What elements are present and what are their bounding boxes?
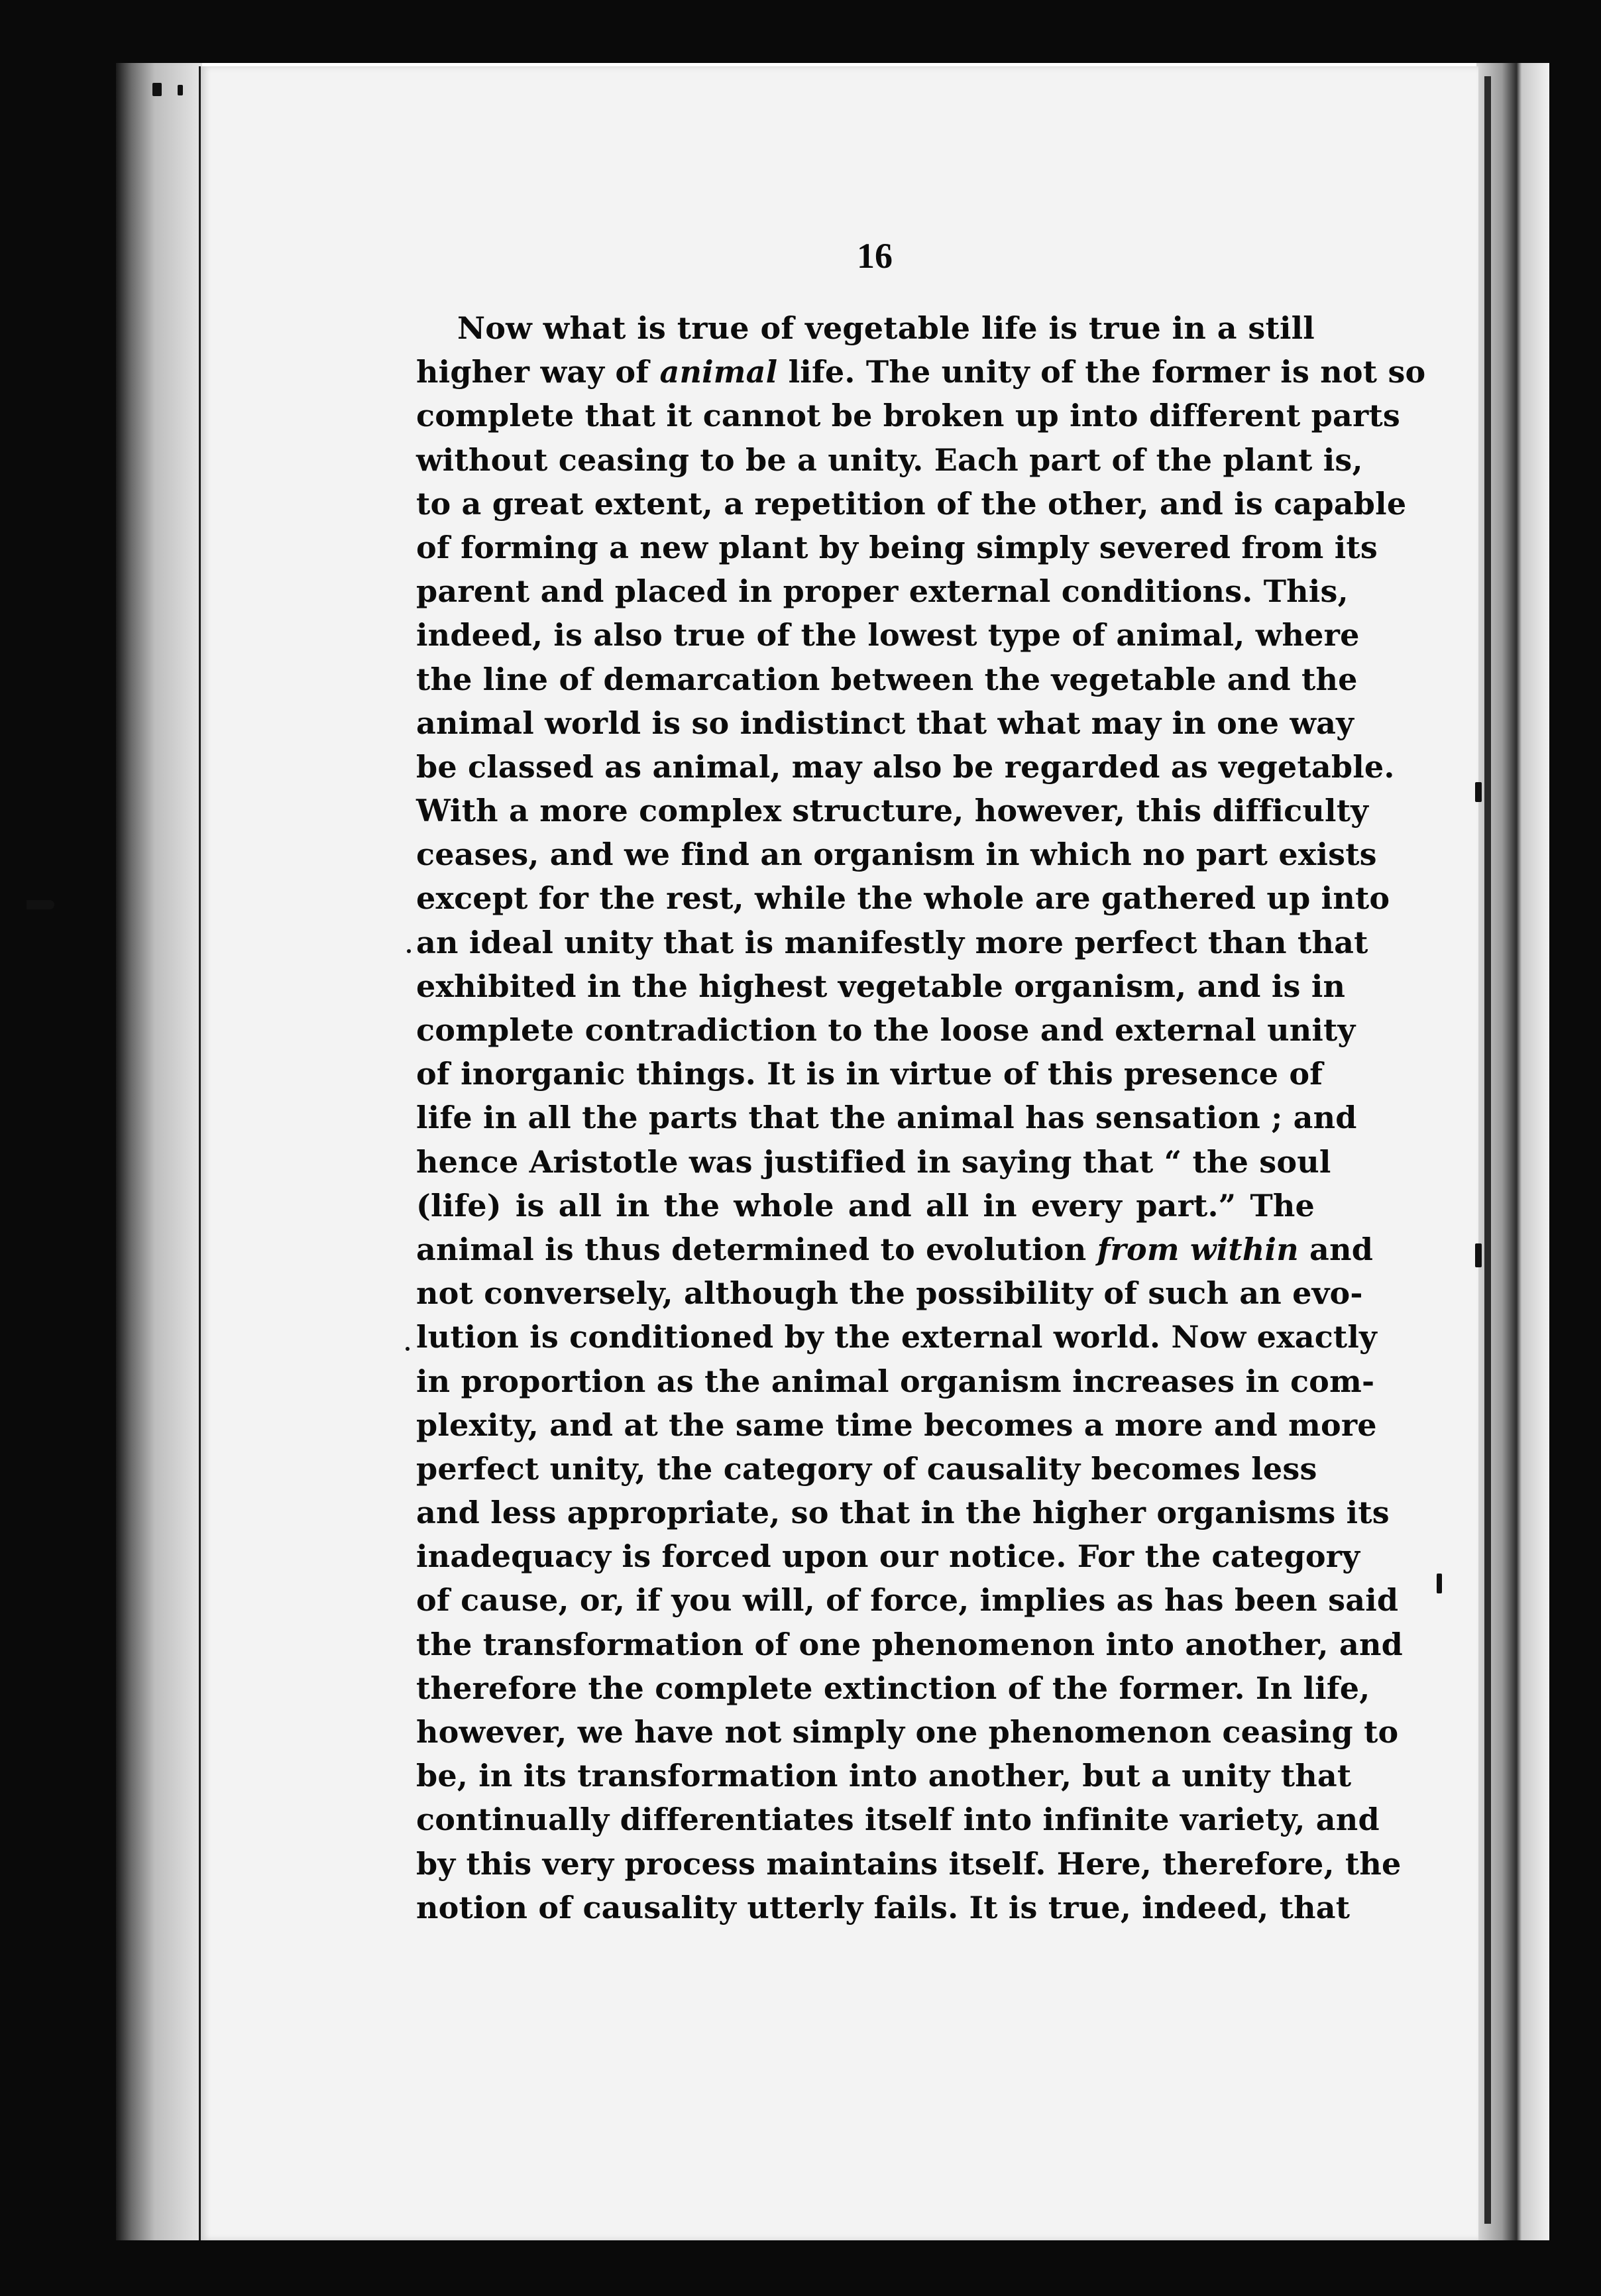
text-line [416,1008,1356,1052]
text-run: and [1298,1231,1374,1267]
text-run: hence Aristotle was justified in saying that “ the soul [416,1143,1331,1180]
text-run: lution is conditioned by the external world. Now exactly [416,1319,1377,1355]
book-page-edge-left [116,63,202,2240]
text-run: be, in its transformation into another, but a unity that [416,1758,1352,1794]
text-run: of forming a new plant by being simply severed from its [416,529,1378,565]
text-run: life. The unity of the former is not so [777,354,1426,390]
text-line [416,1491,1390,1534]
text-run: animal is thus determined to evolution [416,1231,1097,1267]
text-run: in proportion as the animal organism increases in com- [416,1363,1375,1399]
text-run: therefore the complete extinction of the former. In life, [416,1670,1370,1706]
text-run: exhibited in the highest vegetable organism, and is in [416,968,1346,1004]
text-line [416,394,1400,437]
text-line [416,1666,1370,1710]
body-text [416,306,1426,1929]
text-line [416,1096,1357,1139]
margin-mark [27,900,54,909]
text-run: inadequacy is forced upon our notice. For the category [416,1538,1360,1575]
text-line [416,1886,1351,1929]
text-run: to a great extent, a repetition of the other, and is capable [416,485,1407,522]
text-line [416,1140,1331,1184]
text-run: by this very process maintains itself. Here, therefore, the [416,1845,1402,1882]
text-run: Now what is true of vegetable life is true in a still [457,310,1315,346]
text-run: continually differentiates itself into infinite variety, and [416,1802,1380,1838]
scan-border-left [0,0,116,2296]
text-line [416,1754,1352,1798]
italic-text: from within [1097,1231,1299,1267]
text-run: With a more complex structure, however, this difficulty [416,793,1369,829]
text-run: (life) is all in the whole and all in every part.” The [416,1187,1315,1224]
margin-mark [178,85,183,95]
text-line [416,745,1395,789]
text-line [416,876,1390,920]
text-line [416,1184,1315,1228]
text-run: except for the rest, while the whole are gathered up into [416,880,1390,917]
text-line [416,701,1354,745]
text-line [416,1534,1360,1578]
text-run: the transformation of one phenomenon into another, and [416,1626,1403,1662]
margin-mark [152,83,162,96]
text-line [416,613,1360,657]
text-run: notion of causality utterly fails. It is true, indeed, that [416,1889,1351,1925]
text-line [416,482,1407,526]
scan-border-top [0,0,1601,63]
text-line [416,350,1426,394]
adjacent-page-strip [1484,76,1491,2224]
text-line [416,1052,1323,1096]
text-line [416,921,1368,964]
italic-text: animal [659,354,778,390]
margin-mark [407,949,411,953]
text-line [416,1842,1402,1886]
text-run: ceases, and we find an organism in which no part exists [416,836,1377,873]
text-line [416,789,1369,832]
scan-border-bottom [0,2240,1601,2296]
text-run: without ceasing to be a unity. Each part of the plant is, [416,441,1363,478]
text-run: parent and placed in proper external conditions. This, [416,573,1349,610]
text-run: of inorganic things. It is in virtue of this presence of [416,1056,1323,1092]
text-run: plexity, and at the same time becomes a more and more [416,1406,1377,1443]
text-line [416,1271,1363,1315]
text-line [416,1403,1377,1447]
margin-mark [1475,1243,1482,1267]
text-run: perfect unity, the category of causality becomes less [416,1450,1317,1487]
text-line [416,526,1378,569]
text-line [416,1798,1380,1841]
text-line [416,1623,1403,1666]
text-run: complete contradiction to the loose and external unity [416,1012,1356,1048]
page-number: 16 [857,236,893,276]
text-line [416,1315,1377,1359]
text-line [416,438,1363,482]
text-line [416,1578,1399,1622]
text-line [416,1228,1374,1271]
margin-mark [1475,782,1482,802]
text-run: the line of demarcation between the vegetable and the [416,661,1358,697]
text-run: animal world is so indistinct that what may in one way [416,705,1354,741]
text-line [416,1359,1375,1403]
text-run: higher way of [416,354,660,390]
scan-border-right [1549,0,1601,2296]
text-line [416,1447,1315,1491]
text-run: life in all the parts that the animal has sensation ; and [416,1100,1357,1136]
text-run: an ideal unity that is manifestly more perfect than that [416,924,1368,960]
text-run: be classed as animal, may also be regarded as vegetable. [416,748,1395,785]
text-run: and less appropriate, so that in the higher organisms its [416,1495,1390,1531]
text-line [416,1710,1399,1754]
text-run: indeed, is also true of the lowest type of animal, where [416,617,1360,654]
text-line [416,832,1377,876]
margin-mark [1437,1574,1442,1593]
text-line [416,658,1358,701]
text-line [416,964,1346,1008]
text-line [416,569,1349,613]
text-run: complete that it cannot be broken up into different parts [416,398,1400,434]
text-run: however, we have not simply one phenomenon ceasing to [416,1714,1399,1750]
text-run: not conversely, although the possibility of such an evo- [416,1275,1363,1312]
text-run: of cause, or, if you will, of force, implies as has been said [416,1582,1399,1619]
margin-mark [406,1347,410,1351]
text-line [416,306,1315,350]
